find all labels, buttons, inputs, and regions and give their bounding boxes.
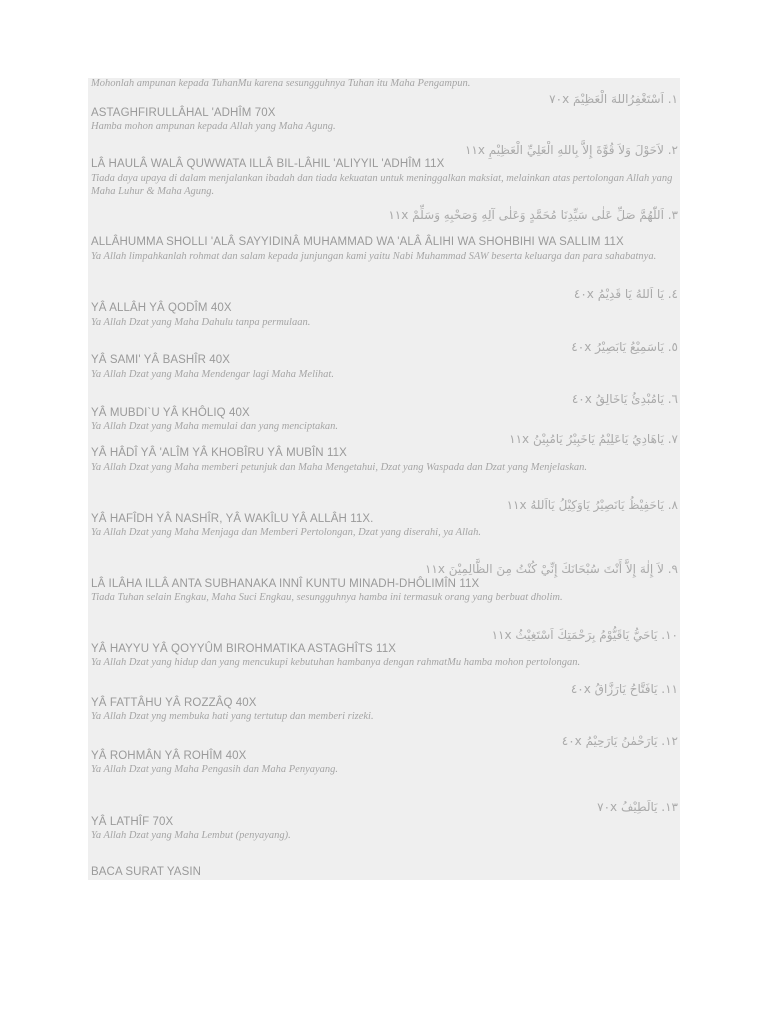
meaning-11: Ya Allah Dzat yng membuka hati yang tertutup dan memberi rizeki.: [91, 711, 374, 722]
meaning-9: Tiada Tuhan selain Engkau, Maha Suci Engkau, sesungguhnya hamba ini termasuk orang yang berbuat dholim.: [91, 592, 563, 603]
arabic-line-2: ٢. لاَحَوْلَ وَلاَ قُوَّةَ إِلاَّ بِاللهِ الْعَلِيِّ الْعَظِيْمِ ١١x: [464, 143, 678, 157]
arabic-line-5: ٥. يَاسَمِيْعُ يَابَصِيْرُ ٤٠x: [571, 340, 678, 354]
transliteration-4: YÂ ALLÂH YÂ QODÎM 40X: [91, 302, 232, 314]
transliteration-8: YÂ HAFÎDH YÂ NASHÎR, YÂ WAKÎLU YÂ ALLÂH 11X.: [91, 513, 374, 525]
transliteration-11: YÂ FATTÂHU YÂ ROZZÂQ 40X: [91, 697, 257, 709]
meaning-2: Tiada daya upaya di dalam menjalankan ibadah dan tiada kekuatan untuk meninggalkan maksiat, melainkan atas pertolongan Allah yang Maha Luhur & Maha Agung.: [91, 173, 673, 197]
intro-line: Mohonlah ampunan kepada TuhanMu karena sesungguhnya Tuhan itu Maha Pengampun.: [91, 78, 471, 89]
arabic-line-3: ٣. اَللّٰهُمَّ صَلِّ عَلٰى سَيِّدِنَا مُحَمَّدٍ وَعَلٰى آلِهِ وَصَحْبِهِ وَسَلِّمْ ١١x: [388, 208, 678, 222]
meaning-5: Ya Allah Dzat yang Maha Mendengar lagi Maha Melihat.: [91, 369, 334, 380]
transliteration-9: LÂ ILÂHA ILLÂ ANTA SUBHANAKA INNÎ KUNTU MINADH-DHÔLIMÎN 11X: [91, 578, 480, 590]
arabic-line-12: ١٢. يَارَحْمٰنُ يَارَحِيْمُ ٤٠x: [561, 734, 678, 748]
transliteration-12: YÂ ROHMÂN YÂ ROHÎM 40X: [91, 750, 247, 762]
transliteration-2: LÂ HAULÂ WALÂ QUWWATA ILLÂ BIL-LÂHIL 'ALIYYIL 'ADHÎM 11X: [91, 158, 445, 170]
meaning-7: Ya Allah Dzat yang Maha memberi petunjuk dan Maha Mengetahui, Dzat yang Waspada dan Dzat yang Menjelaskan.: [91, 462, 587, 473]
closing-instruction: BACA SURAT YASIN: [91, 866, 202, 878]
arabic-line-13: ١٣. يَالَطِيْفُ ٧٠x: [597, 800, 678, 814]
transliteration-10: YÂ HAYYU YÂ QOYYÛM BIROHMATIKA ASTAGHÎTS 11X: [91, 643, 396, 655]
transliteration-7: YÂ HÂDÎ YÂ 'ALÎM YÂ KHOBÎRU YÂ MUBÎN 11X: [91, 447, 347, 459]
transliteration-3: ALLÂHUMMA SHOLLI 'ALÂ SAYYIDINÂ MUHAMMAD WA 'ALÂ ÂLIHI WA SHOHBIHI WA SALLIM 11X: [91, 236, 624, 248]
transliteration-5: YÂ SAMI' YÂ BASHÎR 40X: [91, 354, 231, 366]
arabic-line-9: ٩. لاَ إِلٰهَ إِلاَّ أَنْتَ سُبْحَانَكَ إِنِّيْ كُنْتُ مِنَ الظَّالِمِيْنَ ١١x: [424, 562, 678, 576]
arabic-line-11: ١١. يَافَتَّاحُ يَارَزَّاقُ ٤٠x: [570, 682, 678, 696]
meaning-8: Ya Allah Dzat yang Maha Menjaga dan Memberi Pertolongan, Dzat yang diserahi, ya Allah.: [91, 527, 482, 538]
arabic-line-6: ٦. يَامُبْدِئُ يَاخَالِقُ ٤٠x: [571, 392, 678, 406]
transliteration-1: ASTAGHFIRULLÂHAL 'ADHÎM 70X: [91, 107, 276, 119]
meaning-12: Ya Allah Dzat yang Maha Pengasih dan Maha Penyayang.: [91, 764, 339, 775]
meaning-1: Hamba mohon ampunan kepada Allah yang Maha Agung.: [91, 121, 336, 132]
meaning-3: Ya Allah limpahkanlah rohmat dan salam kepada junjungan kami yaitu Nabi Muhammad SAW beserta keluarga dan para sahabatnya.: [91, 251, 657, 262]
transliteration-6: YÂ MUBDI`U YÂ KHÔLIQ 40X: [91, 407, 250, 419]
meaning-6: Ya Allah Dzat yang Maha memulai dan yang menciptakan.: [91, 421, 339, 432]
meaning-13: Ya Allah Dzat yang Maha Lembut (penyayang).: [91, 830, 291, 841]
meaning-4: Ya Allah Dzat yang Maha Dahulu tanpa permulaan.: [91, 317, 311, 328]
transliteration-13: YÂ LATHÎF 70X: [91, 816, 174, 828]
arabic-line-8: ٨. يَاحَفِيْظُ يَانَصِيْرُ يَاوَكِيْلُ يَااَللهُ ١١x: [506, 498, 678, 512]
meaning-10: Ya Allah Dzat yang hidup dan yang mencukupi kebutuhan hambanya dengan rahmatMu hamba mohon pertolongan.: [91, 657, 581, 668]
arabic-line-10: ١٠. يَاحَيُّ يَاقَيُّوْمُ بِرَحْمَتِكَ اَسْتَغِيْثُ ١١x: [491, 628, 678, 642]
arabic-line-1: ١. اَسْتَغْفِرُاللهَ الْعَظِيْمَ ٧٠x: [549, 92, 678, 106]
arabic-line-7: ٧. يَاهَادِيُ يَاعَلِيْمُ يَاخَبِيْرُ يَامُبِيْنُ ١١x: [509, 432, 678, 446]
arabic-line-4: ٤. يَا اَللهُ يَا قَدِيْمُ ٤٠x: [573, 287, 678, 301]
